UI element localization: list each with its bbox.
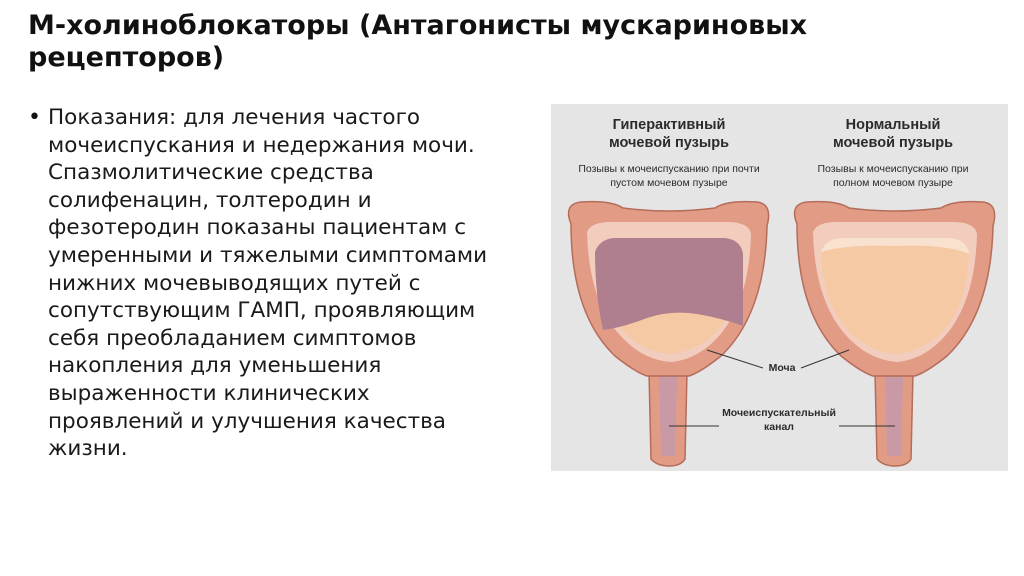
urethra-label-line-2: канал: [764, 421, 794, 433]
right-heading-line-1: Нормальный: [845, 117, 941, 133]
left-caption-line-1: Позывы к мочеиспусканию при почти: [578, 163, 760, 175]
urine-leader-right: [801, 350, 849, 368]
overactive-bladder-drawing: [569, 202, 769, 466]
slide-title: М-холиноблокаторы (Антагонисты мускариновых рецепторов): [28, 10, 808, 73]
left-heading-line-1: Гиперактивный: [612, 117, 726, 133]
urethra-label-line-1: Мочеиспускательный: [722, 407, 836, 419]
urine-label: Моча: [768, 362, 796, 374]
left-caption-line-2: пустом мочевом пузыре: [610, 177, 728, 189]
right-caption-line-1: Позывы к мочеиспусканию при: [817, 163, 969, 175]
right-heading-line-2: мочевой пузырь: [832, 135, 954, 151]
bladder-comparison-illustration: [551, 104, 1008, 471]
left-heading-line-2: мочевой пузырь: [608, 135, 730, 151]
bullet-marker: •: [28, 105, 41, 130]
right-caption-line-2: полном мочевом пузыре: [833, 177, 953, 189]
bullet-item-indications: Показания: для лечения частого мочеиспускания и недержания мочи. Спазмолитические средства солифенацин, толтеродин и фезотеродин показаны пациентам с умеренными и тяжелыми симптомами нижних мочевыводящих путей с сопутствующим ГАМП, проявляющим себя преобладанием симптомов накопления для уменьшения выраженности клинических проявлений и улучшения качества жизни.: [48, 105, 488, 462]
